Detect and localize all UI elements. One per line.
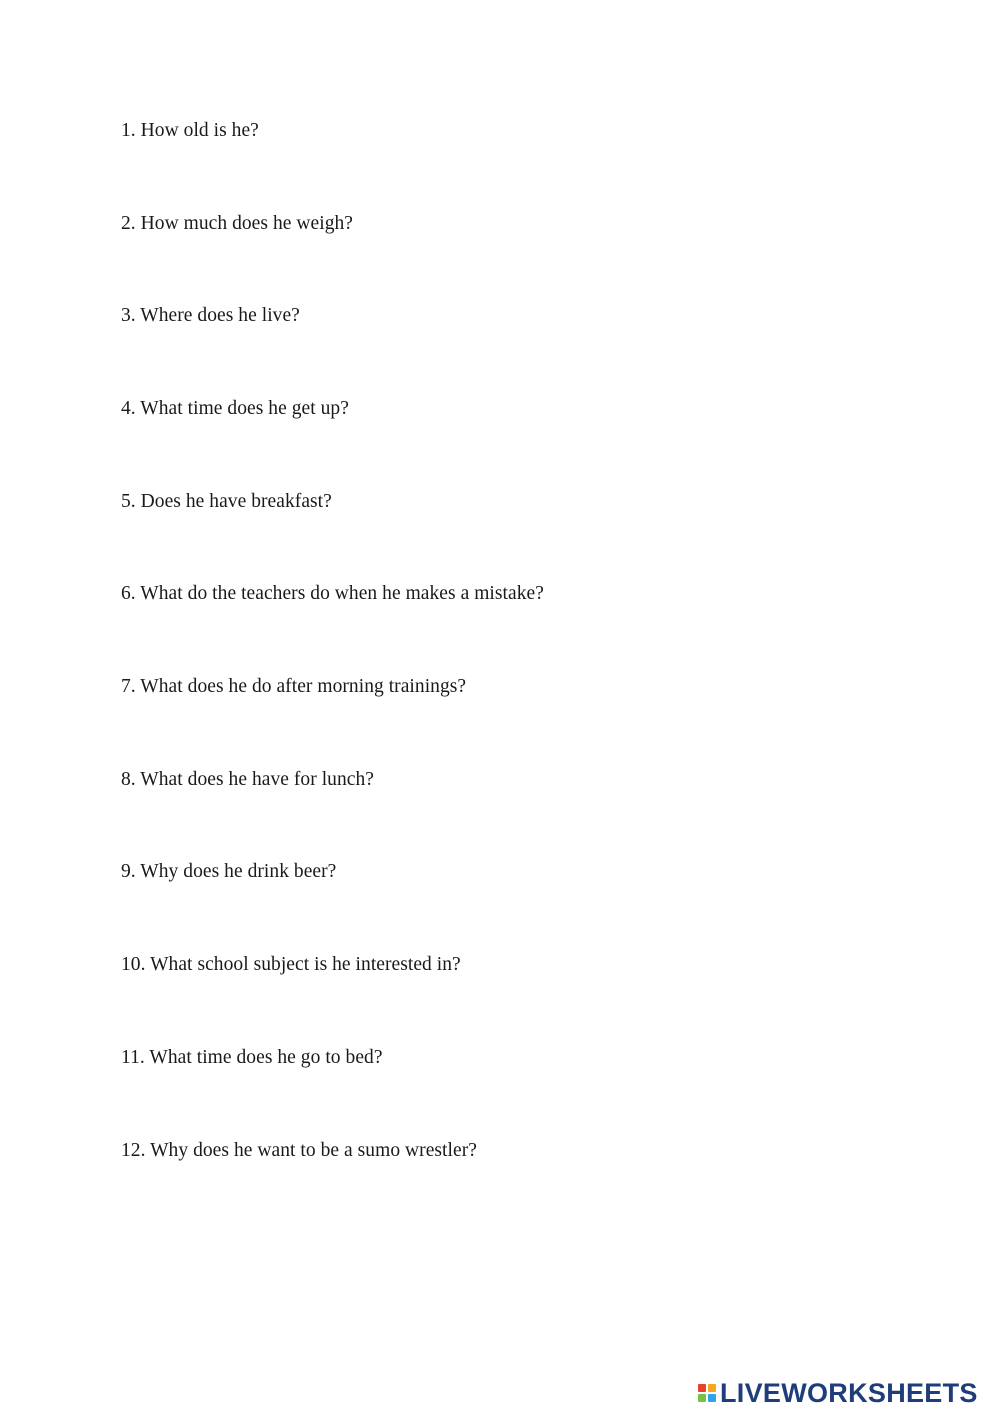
question-8: 8. What does he have for lunch?: [121, 769, 374, 790]
logo-mark-cell: [698, 1384, 706, 1392]
question-12: 12. Why does he want to be a sumo wrestler?: [121, 1140, 477, 1161]
question-9: 9. Why does he drink beer?: [121, 861, 337, 882]
question-7: 7. What does he do after morning trainings?: [121, 676, 467, 697]
question-10: 10. What school subject is he interested in?: [121, 954, 461, 975]
logo-text: LIVEWORKSHEETS: [720, 1378, 978, 1408]
logo-mark-cell: [708, 1384, 716, 1392]
question-1: 1. How old is he?: [121, 120, 259, 141]
liveworksheets-logo-icon: [698, 1384, 716, 1402]
logo-mark-cell: [698, 1394, 706, 1402]
liveworksheets-logo: [698, 1378, 978, 1408]
question-6: 6. What do the teachers do when he makes a mistake?: [121, 583, 544, 604]
question-11: 11. What time does he go to bed?: [121, 1047, 383, 1068]
question-4: 4. What time does he get up?: [121, 398, 349, 419]
question-2: 2. How much does he weigh?: [121, 213, 353, 234]
question-3: 3. Where does he live?: [121, 305, 300, 326]
logo-mark-cell: [708, 1394, 716, 1402]
question-5: 5. Does he have breakfast?: [121, 491, 332, 512]
